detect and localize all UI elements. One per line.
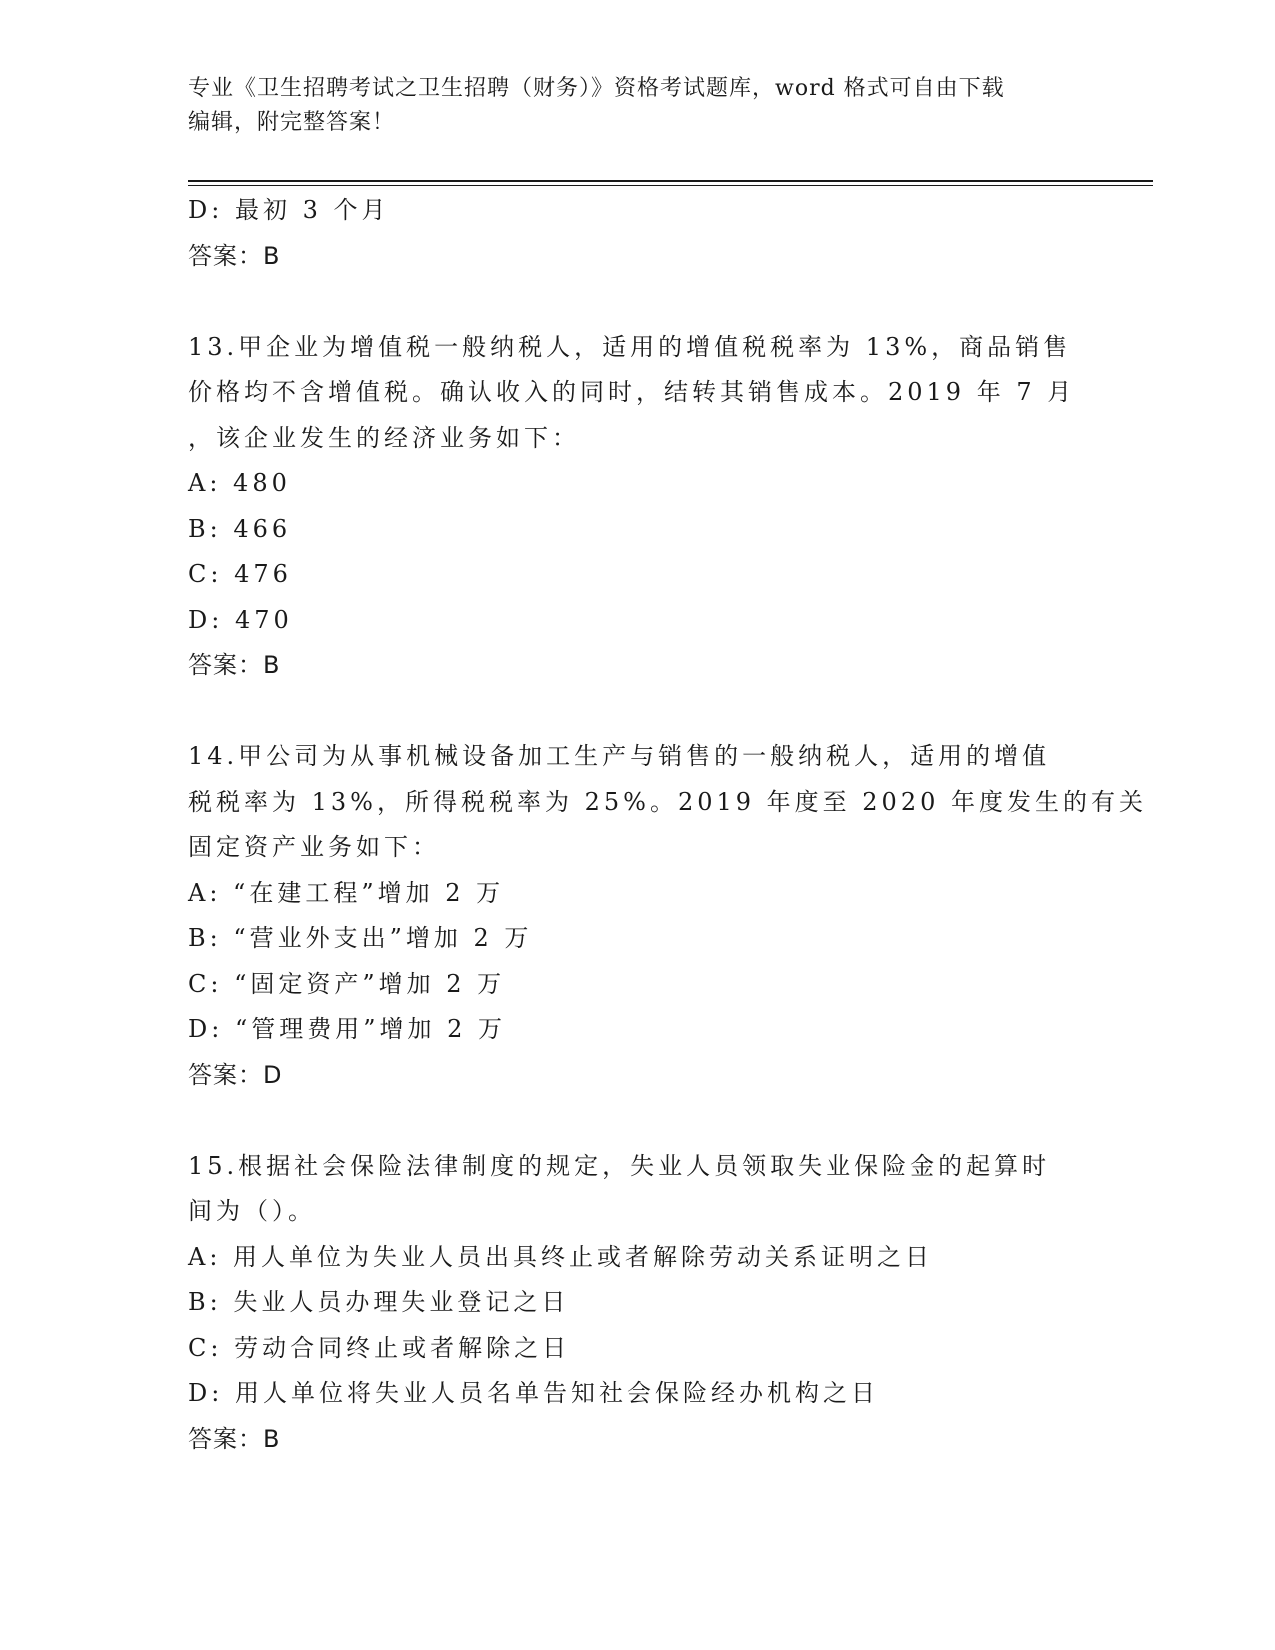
q13-option-d: D: 470 [188,605,293,634]
q14-stem-line-2: 税税率为 13%，所得税税率为 25%。2019 年度至 2020 年度发生的有关 [188,787,1147,816]
question-13 [188,325,1088,689]
header-line-2: 编辑，附完整答案！ [188,110,396,135]
q14-option-a: A: “在建工程”增加 2 万 [188,878,505,907]
q15-option-d: D: 用人单位将失业人员名单告知社会保险经办机构之日 [188,1379,879,1407]
q15-stem-line-2: 间为（）。 [188,1197,316,1225]
q15-stem-line-1: 15.根据社会保险法律制度的规定，失业人员领取失业保险金的起算时 [188,1151,1051,1180]
q14-stem-line-3: 固定资产业务如下： [188,833,440,861]
q15-answer: 答案：B [188,1424,281,1453]
header-rule-thick [188,180,1153,182]
q14-answer: 答案：D [188,1060,283,1089]
spacer [188,279,1088,325]
document-body [188,188,1147,1462]
q13-option-a: A: 480 [188,469,291,497]
question-14 [188,734,1147,1098]
q13-answer: 答案：B [188,651,281,679]
q15-option-a: A: 用人单位为失业人员出具终止或者解除劳动关系证明之日 [188,1242,934,1271]
spacer [188,689,1088,735]
q13-stem-line-1: 13.甲企业为增值税一般纳税人，适用的增值税税率为 13%，商品销售 [188,332,1072,361]
q14-stem-line-1: 14.甲公司为从事机械设备加工生产与销售的一般纳税人，适用的增值 [188,742,1051,770]
prev-option-d: D: 最初 3 个月 [188,196,390,224]
q15-option-b: B: 失业人员办理失业登记之日 [188,1288,570,1316]
q14-option-c: C: “固定资产”增加 2 万 [188,969,506,998]
prev-answer: 答案：B [188,241,281,270]
q14-option-b: B: “营业外支出”增加 2 万 [188,924,533,952]
q15-option-c: C: 劳动合同终止或者解除之日 [188,1333,571,1362]
q13-stem-line-2: 价格均不含增值税。确认收入的同时，结转其销售成本。2019 年 7 月 [188,378,1076,406]
question-15 [188,1144,1088,1463]
q13-option-b: B: 466 [188,514,292,543]
header-line-1: 专业《卫生招聘考试之卫生招聘（财务）》资格考试题库，word 格式可自由下载 [188,76,1005,101]
spacer [188,1098,1088,1144]
q13-option-c: C: 476 [188,560,292,588]
header-rule-thin [188,185,1153,186]
q13-stem-line-3: ，该企业发生的经济业务如下： [188,423,580,452]
q14-option-d: D: “管理费用”增加 2 万 [188,1015,507,1043]
document-header [188,72,1088,140]
